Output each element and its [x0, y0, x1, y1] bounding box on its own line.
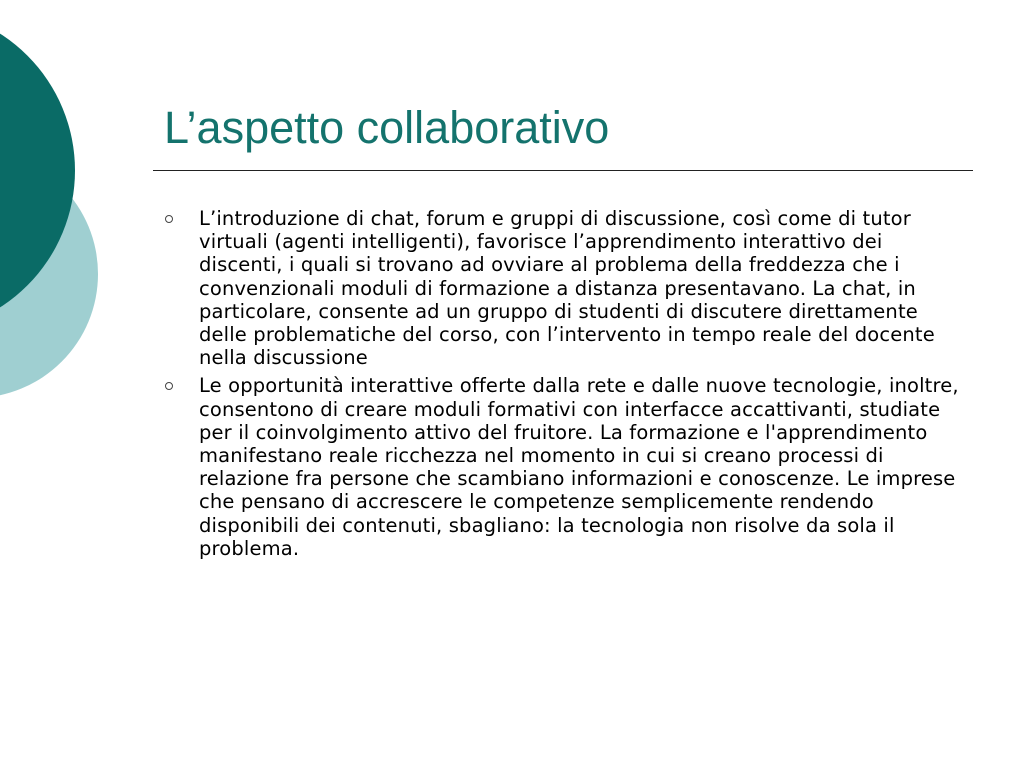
bullet-text: Le opportunità interattive offerte dalla rete e dalle nuove tecnologie, inoltre, consentono di creare moduli formativi con interfacce accattivanti, studiate per il coinvolgimento attivo del fruitore. La formazione e l'apprendimento manifestano reale ricchezza nel momento in cui si creano processi di relazione fra persone che scambiano informazioni e conoscenze. Le imprese che pensano di accrescere le competenze semplicemente rendendo disponibili dei contenuti, sbagliano: la tecnologia non risolve da sola il problema.: [199, 374, 959, 560]
slide-title: L’aspetto collaborativo: [164, 102, 610, 153]
bullet-text: L’introduzione di chat, forum e gruppi di discussione, così come di tutor virtuali (agenti intelligenti), favorisce l’apprendimento interattivo dei discenti, i quali si trovano ad ovviare al problema della freddezza che i convenzionali moduli di formazione a distanza presentavano. La chat, in particolare, consente ad un gruppo di studenti di discutere direttamente delle problematiche del corso, con l’intervento in tempo reale del docente nella discussione: [199, 207, 935, 370]
bullet-circle-icon: [165, 215, 173, 223]
title-divider: [153, 170, 973, 171]
bullet-circle-icon: [165, 382, 173, 390]
bullet-item: [164, 374, 964, 560]
bullet-list: [164, 207, 964, 565]
bullet-item: [164, 207, 964, 369]
